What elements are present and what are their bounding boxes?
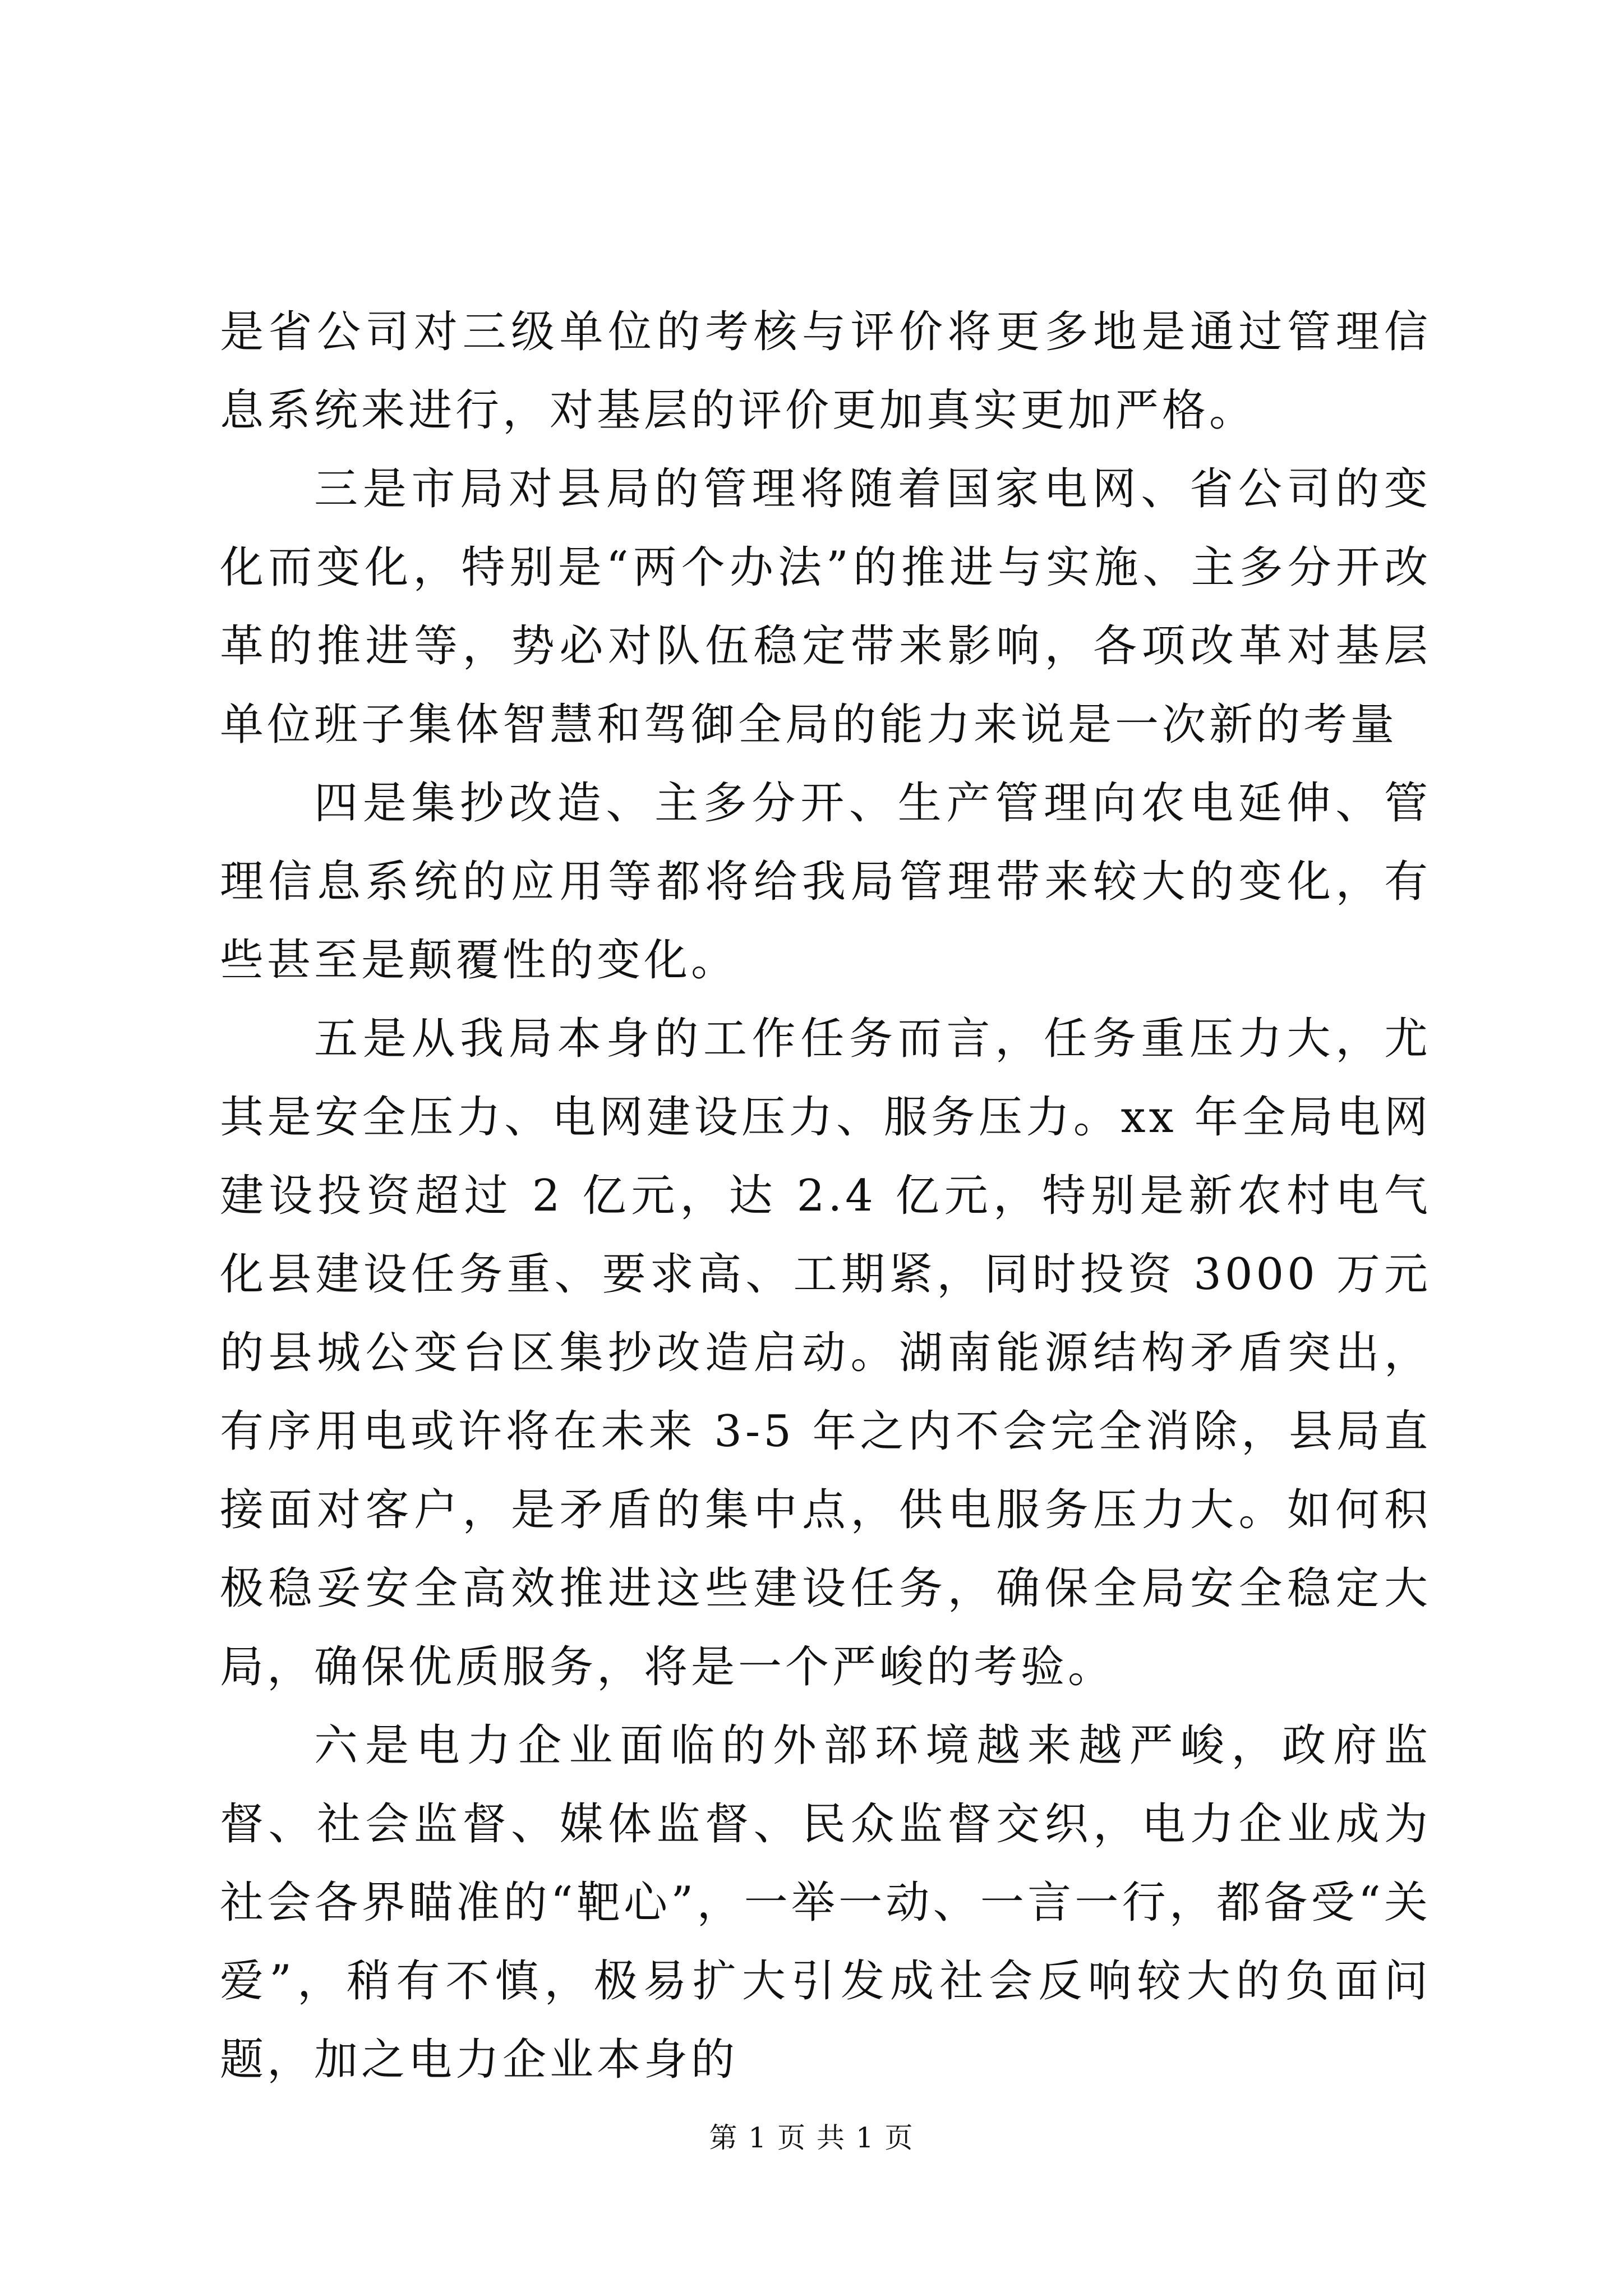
paragraph-1: 是省公司对三级单位的考核与评价将更多地是通过管理信息系统来进行，对基层的评价更加真实更加严格。: [220, 307, 1431, 436]
paragraph-3: 四是集抄改造、主多分开、生产管理向农电延伸、管理信息系统的应用等都将给我局管理带来较大的变化，有些甚至是颠覆性的变化。: [220, 778, 1431, 986]
paragraph-5: 六是电力企业面临的外部环境越来越严峻，政府监督、社会监督、媒体监督、民众监督交织，电力企业成为社会各界瞄准的“靶心”，一举一动、一言一行，都备受“关爱”，稍有不慎，极易扩大引发成社会反响较大的负面问题，加之电力企业本身的: [220, 1720, 1431, 2085]
page-number-label: 第 1 页 共 1 页: [709, 2122, 914, 2154]
paragraph-2: 三是市局对县局的管理将随着国家电网、省公司的变化而变化，特别是“两个办法”的推进与实施、主多分开改革的推进等，势必对队伍稳定带来影响，各项改革对基层单位班子集体智慧和驾御全局的能力来说是一次新的考量: [220, 464, 1431, 750]
document-body: [220, 293, 1431, 2099]
page-footer: [0, 2118, 1623, 2157]
paragraph-4: 五是从我局本身的工作任务而言，任务重压力大，尤其是安全压力、电网建设压力、服务压力。xx 年全局电网建设投资超过 2 亿元，达 2.4 亿元，特别是新农村电气化县建设任务重、要求高、工期紧，同时投资 3000 万元的县城公变台区集抄改造启动。湖南能源结构矛盾突出，有序用电或许将在未来 3-5 年之内不会完全消除，县局直接面对客户，是矛盾的集中点，供电服务压力大。如何积极稳妥安全高效推进这些建设任务，确保全局安全稳定大局，确保优质服务，将是一个严峻的考验。: [220, 1014, 1431, 1692]
